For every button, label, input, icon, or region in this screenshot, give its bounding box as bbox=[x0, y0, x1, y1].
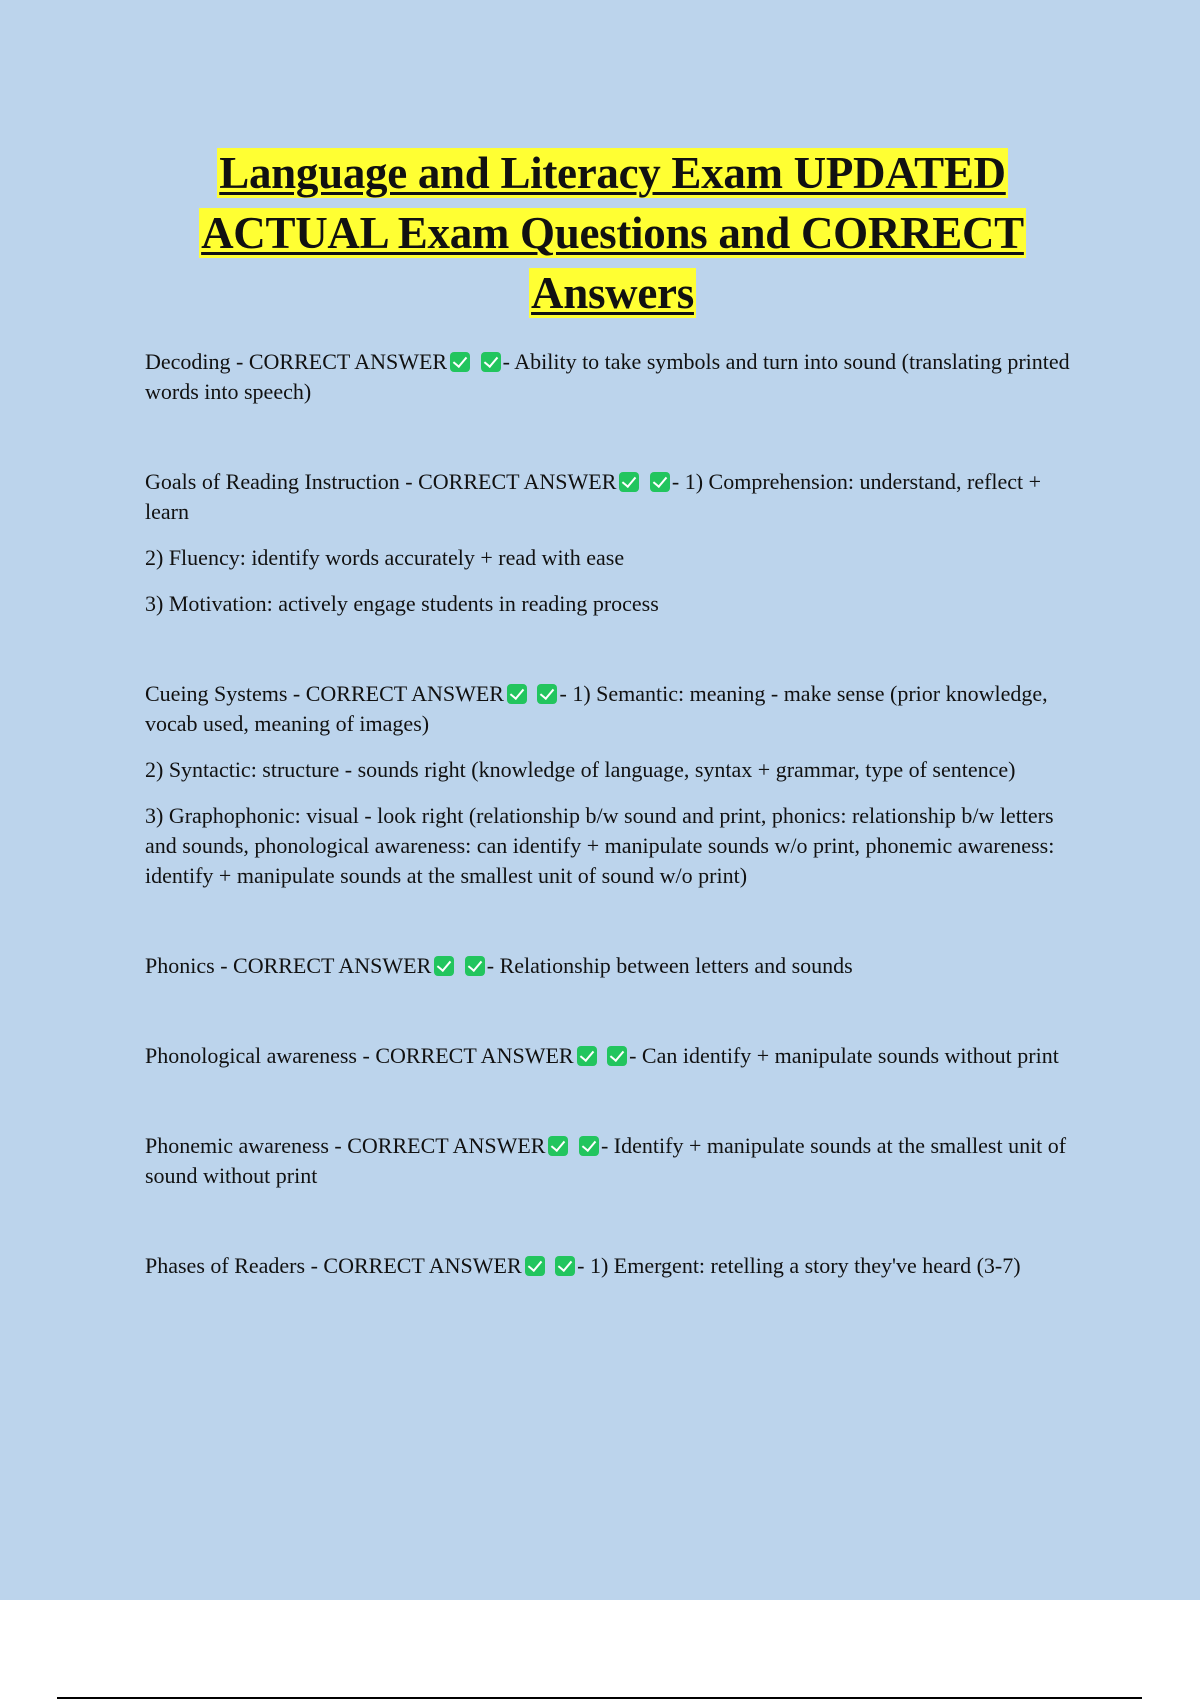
entry-paragraph: 2) Fluency: identify words accurately + read with ease bbox=[145, 545, 625, 570]
check-box-icon bbox=[577, 1046, 597, 1066]
entry-phonological-awareness bbox=[145, 1041, 1080, 1071]
check-box-icon bbox=[619, 472, 639, 492]
entry-term: Phonics bbox=[145, 953, 215, 978]
entry-paragraph: 3) Motivation: actively engage students in reading process bbox=[145, 591, 659, 616]
entry-answer: Identify + manipulate sounds at the smallest unit of sound without print bbox=[145, 1133, 1067, 1188]
answer-marker: CORRECT ANSWER bbox=[375, 1043, 574, 1068]
entry-term: Phases of Readers bbox=[145, 1253, 306, 1278]
check-box-icon bbox=[537, 684, 557, 704]
entry-first-paragraph: Goals of Reading Instruction - CORRECT ANSWER - 1) Comprehension: understand, reflect + learn bbox=[145, 469, 1042, 524]
check-box-icon bbox=[434, 956, 454, 976]
document-title bbox=[145, 143, 1080, 323]
check-box-icon bbox=[579, 1136, 599, 1156]
entry-first-paragraph: Phases of Readers - CORRECT ANSWER - 1) Emergent: retelling a story they've heard (3-7) bbox=[145, 1253, 1021, 1278]
answer-marker: CORRECT ANSWER bbox=[418, 469, 617, 494]
entry-term: Goals of Reading Instruction bbox=[145, 469, 400, 494]
entry-cueing-systems bbox=[145, 679, 1080, 891]
entry-first-paragraph: Cueing Systems - CORRECT ANSWER - 1) Semantic: meaning - make sense (prior knowledge, vocab used, meaning of images) bbox=[145, 681, 1048, 736]
check-box-icon bbox=[548, 1136, 568, 1156]
check-box-icon bbox=[650, 472, 670, 492]
check-box-icon bbox=[507, 684, 527, 704]
answer-marker: CORRECT ANSWER bbox=[248, 349, 448, 374]
check-box-icon bbox=[481, 352, 501, 372]
entry-first-paragraph: Decoding - CORRECT ANSWER - Ability to take symbols and turn into sound (translating printed words into speech) bbox=[145, 349, 1070, 404]
check-box-icon bbox=[607, 1046, 627, 1066]
answer-marker: CORRECT ANSWER bbox=[305, 681, 504, 706]
document-body bbox=[145, 143, 1080, 1341]
entry-first-paragraph: Phonemic awareness - CORRECT ANSWER - Identify + manipulate sounds at the smallest unit of sound without print bbox=[145, 1133, 1067, 1188]
entry-goals-of-reading-instruction bbox=[145, 467, 1080, 619]
entry-paragraph: 2) Syntactic: structure - sounds right (knowledge of language, syntax + grammar, type of sentence) bbox=[145, 757, 1016, 782]
entry-answer: 1) Emergent: retelling a story they've heard (3-7) bbox=[589, 1253, 1021, 1278]
check-box-icon bbox=[555, 1256, 575, 1276]
answer-marker: CORRECT ANSWER bbox=[323, 1253, 522, 1278]
entry-term: Phonemic awareness bbox=[145, 1133, 329, 1158]
entry-term: Phonological awareness bbox=[145, 1043, 357, 1068]
entry-answer: 1) Semantic: meaning - make sense (prior knowledge, vocab used, meaning of images) bbox=[145, 681, 1048, 736]
entry-answer: Ability to take symbols and turn into sound (translating printed words into speech) bbox=[145, 349, 1070, 404]
entry-paragraph: 3) Graphophonic: visual - look right (relationship b/w sound and print, phonics: relationship b/w letters and sounds, phonological awareness: can identify + manipulate sounds w/o print, phonemic awareness: identify + manipulate sounds at the smallest unit of sound w/o print) bbox=[145, 803, 1055, 888]
document-title-text: Language and Literacy Exam UPDATED ACTUAL Exam Questions and CORRECT Answers bbox=[201, 148, 1024, 318]
entry-term: Cueing Systems bbox=[145, 681, 288, 706]
entry-phonemic-awareness bbox=[145, 1131, 1080, 1191]
entry-answer: 1) Comprehension: understand, reflect + learn bbox=[145, 469, 1042, 524]
entry-phonics bbox=[145, 951, 1080, 981]
entry-first-paragraph: Phonological awareness - CORRECT ANSWER - Can identify + manipulate sounds without print bbox=[145, 1043, 1059, 1068]
answer-marker: CORRECT ANSWER bbox=[347, 1133, 546, 1158]
check-box-icon bbox=[525, 1256, 545, 1276]
entry-phases-of-readers bbox=[145, 1251, 1080, 1281]
entry-first-paragraph: Phonics - CORRECT ANSWER - Relationship between letters and sounds bbox=[145, 953, 853, 978]
entry-term: Decoding bbox=[145, 349, 231, 374]
entry-answer: Can identify + manipulate sounds without print bbox=[641, 1043, 1059, 1068]
entry-answer: Relationship between letters and sounds bbox=[499, 953, 853, 978]
check-box-icon bbox=[450, 352, 470, 372]
footer-rule bbox=[57, 1697, 1142, 1699]
answer-marker: CORRECT ANSWER bbox=[233, 953, 432, 978]
check-box-icon bbox=[465, 956, 485, 976]
entry-decoding bbox=[145, 347, 1080, 407]
